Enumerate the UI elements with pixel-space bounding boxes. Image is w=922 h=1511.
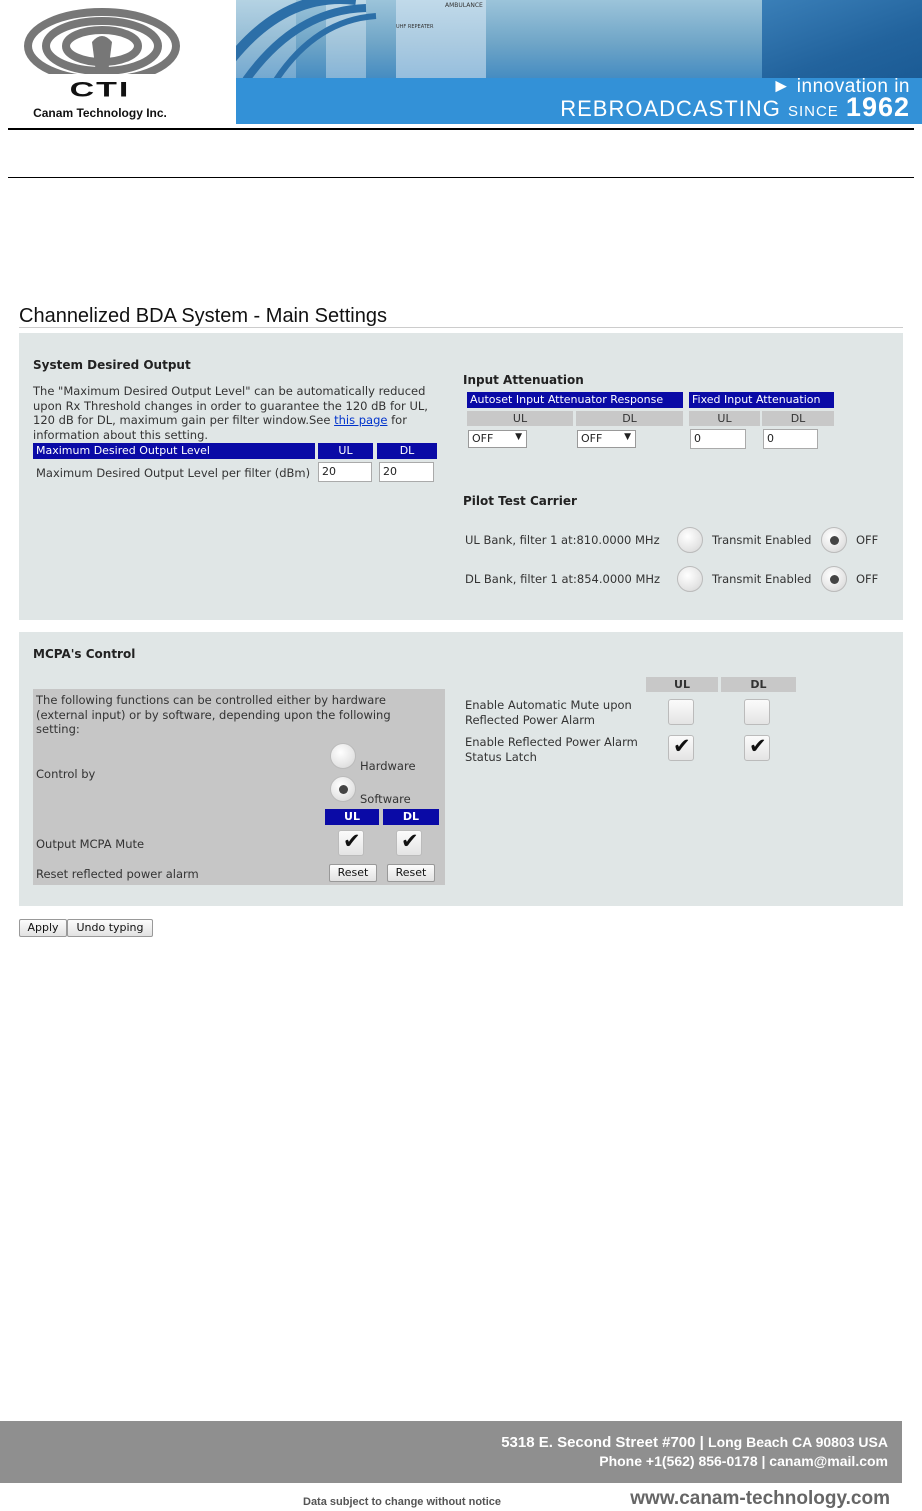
latch-label: Enable Reflected Power Alarm Status Latch [465, 735, 638, 764]
autoset-header: Autoset Input Attenuator Response [467, 392, 683, 408]
pilot-dl-transmit-radio[interactable] [677, 566, 703, 592]
autoset-ul-select[interactable]: OFF ▼ [468, 430, 527, 448]
banner-sign-repeater: UHF REPEATER [396, 24, 434, 30]
fixed-attenuation-header: Fixed Input Attenuation [689, 392, 834, 408]
main-settings-panel [19, 333, 903, 620]
mcpa-description: The following functions can be controlled either by hardware (external input) or by software, depending upon the following setting: [36, 693, 391, 736]
mcpa-control-box [33, 689, 445, 885]
nav-divider [8, 177, 914, 178]
control-by-label: Control by [36, 767, 96, 781]
output-ul-input[interactable]: 20 [318, 462, 372, 482]
latch-ul-checkbox[interactable] [668, 735, 694, 761]
footer-disclaimer: Data subject to change without notice [303, 1496, 502, 1508]
output-level-label: Maximum Desired Output Level per filter (dBm) [36, 466, 311, 480]
undo-typing-button[interactable]: Undo typing [67, 919, 153, 937]
software-radio[interactable] [330, 776, 356, 802]
system-output-description: The "Maximum Desired Output Level" can be automatically reduced upon Rx Threshold changes in order to guarantee the 120 dB for UL, 120 dB for DL, maximum gain per filter window.See this page for information about this setting. [33, 384, 428, 442]
footer-address [501, 1434, 888, 1451]
this-page-link[interactable]: this page [334, 413, 388, 427]
check-icon: ✔ [673, 734, 691, 758]
output-mute-label: Output MCPA Mute [36, 837, 145, 851]
output-mute-ul-checkbox[interactable] [338, 830, 364, 856]
alarm-ul-header: UL [646, 677, 718, 692]
pilot-ul-off-radio[interactable] [821, 527, 847, 553]
fixed-ul-header: UL [689, 411, 760, 426]
pilot-ul-label: UL Bank, filter 1 at:810.0000 MHz [465, 533, 660, 547]
banner-rebroadcasting [560, 92, 910, 123]
company-name: Canam Technology Inc. [33, 106, 167, 120]
auto-mute-ul-checkbox[interactable] [668, 699, 694, 725]
page-title: Channelized BDA System - Main Settings [19, 305, 387, 327]
fixed-dl-header: DL [762, 411, 834, 426]
footer-website[interactable]: www.canam-technology.com [630, 1488, 890, 1509]
banner-sign-ambulance: AMBULANCE [445, 2, 483, 9]
output-dl-input[interactable]: 20 [379, 462, 434, 482]
footer-contact: Phone +1(562) 856-0178 | canam@mail.com [599, 1453, 888, 1469]
pilot-dl-off-radio[interactable] [821, 566, 847, 592]
dropdown-arrow-icon: ▼ [515, 432, 522, 442]
mcpa-dl-header: DL [383, 809, 439, 825]
banner-building [762, 0, 922, 84]
auto-mute-dl-checkbox[interactable] [744, 699, 770, 725]
auto-mute-label: Enable Automatic Mute upon Reflected Power Alarm [465, 698, 632, 727]
pilot-ul-transmit-radio[interactable] [677, 527, 703, 553]
input-attenuation-heading: Input Attenuation [463, 373, 584, 387]
pilot-heading: Pilot Test Carrier [463, 494, 577, 508]
check-icon: ✔ [749, 734, 767, 758]
output-ul-header: UL [318, 443, 373, 459]
reset-dl-button[interactable]: Reset [387, 864, 435, 882]
hardware-label: Hardware [360, 759, 416, 773]
pilot-ul-transmit-label: Transmit Enabled [712, 533, 812, 547]
hardware-radio[interactable] [330, 743, 356, 769]
header-banner [236, 0, 922, 124]
logo-wordmark: CTI [69, 78, 131, 102]
fixed-dl-input[interactable]: 0 [763, 429, 818, 449]
latch-dl-checkbox[interactable] [744, 735, 770, 761]
banner-since: SINCE [787, 103, 839, 120]
pilot-dl-label: DL Bank, filter 1 at:854.0000 MHz [465, 572, 661, 586]
banner-arcs-icon [236, 0, 536, 80]
footer-street: 5318 E. Second Street #700 | [501, 1434, 709, 1451]
header-divider [8, 128, 914, 130]
alarm-dl-header: DL [721, 677, 796, 692]
pilot-dl-transmit-label: Transmit Enabled [712, 572, 812, 586]
banner-tagline: ► innovation in [771, 76, 910, 97]
apply-button[interactable]: Apply [19, 919, 67, 937]
autoset-ul-header: UL [467, 411, 573, 426]
mcpa-control-panel [19, 632, 903, 906]
output-mute-dl-checkbox[interactable] [396, 830, 422, 856]
footer-city: Long Beach CA 90803 USA [708, 1434, 888, 1450]
system-output-heading: System Desired Output [33, 358, 191, 372]
software-label: Software [360, 792, 411, 806]
title-divider [19, 327, 903, 328]
output-dl-header: DL [377, 443, 437, 459]
autoset-dl-header: DL [576, 411, 683, 426]
mcpa-ul-header: UL [325, 809, 379, 825]
check-icon: ✔ [401, 829, 419, 853]
check-icon: ✔ [343, 829, 361, 853]
dropdown-arrow-icon: ▼ [624, 432, 631, 442]
banner-word: REBROADCASTING [560, 96, 781, 121]
pilot-dl-off-label: OFF [856, 572, 879, 586]
output-level-header: Maximum Desired Output Level [33, 443, 315, 459]
antenna-logo-icon [22, 8, 182, 88]
banner-year: 1962 [845, 92, 910, 122]
reset-ul-button[interactable]: Reset [329, 864, 377, 882]
reset-alarm-label: Reset reflected power alarm [36, 867, 199, 881]
footer-band [0, 1421, 902, 1483]
fixed-ul-input[interactable]: 0 [690, 429, 746, 449]
pilot-ul-off-label: OFF [856, 533, 879, 547]
mcpa-heading: MCPA's Control [33, 647, 136, 661]
autoset-dl-select[interactable]: OFF ▼ [577, 430, 636, 448]
